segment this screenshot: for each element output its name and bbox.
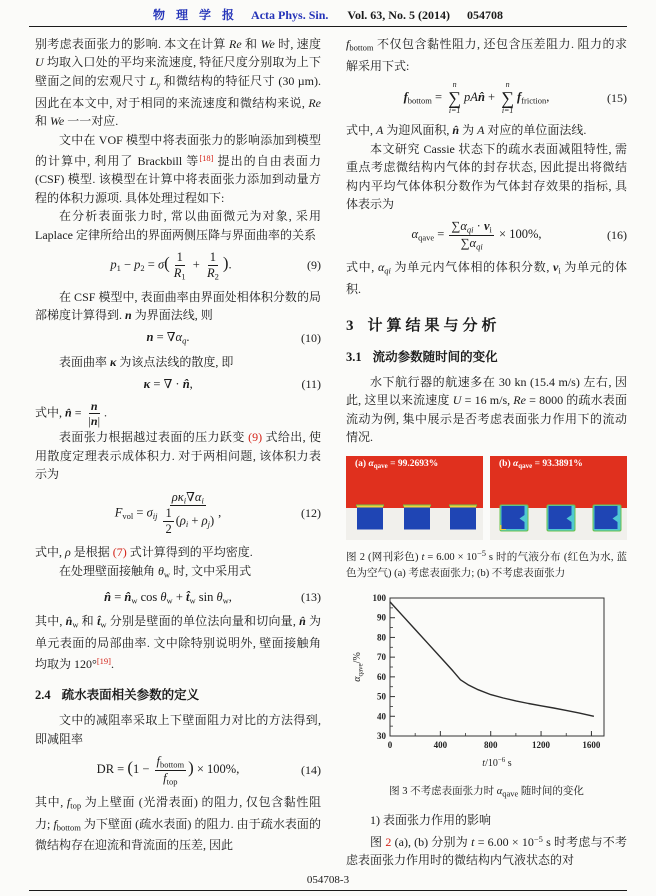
text-run: = ∇ · xyxy=(150,377,183,391)
text-run: 图 xyxy=(370,834,386,849)
footer-rule xyxy=(29,890,627,891)
equation-number: (14) xyxy=(301,762,321,777)
text-run: (b) xyxy=(499,458,513,469)
page-footer xyxy=(0,874,656,896)
text-run: 文中在 VOF 模型中将表面张力的影响添加到模型的计算中, 利用了 Brackbill 等 xyxy=(35,132,321,168)
text-run: friction xyxy=(521,95,547,106)
text-run: ( xyxy=(164,253,170,273)
text-run: = xyxy=(431,90,446,105)
text-run: = ∇ xyxy=(153,330,176,345)
equation-10 xyxy=(35,330,321,346)
figure-2-panel-a xyxy=(346,456,483,540)
text-run: 为下壁面 (疏水表面) 的阻力. 由于疏水表面的微结构存在迎流和背流面的压差, 因此 xyxy=(35,816,321,853)
text-run: = xyxy=(434,227,448,242)
equation-14 xyxy=(35,754,321,786)
text-run: 1 xyxy=(116,263,121,274)
text-run: , xyxy=(228,589,232,604)
text-run: qi xyxy=(476,241,483,252)
text-run: vol xyxy=(122,510,134,521)
svg-text:50: 50 xyxy=(377,691,386,702)
summation: n ∑ i=1 xyxy=(448,80,462,116)
svg-text:1600: 1600 xyxy=(582,739,601,750)
text-run: f xyxy=(403,90,408,105)
text-run: bottom xyxy=(160,759,185,770)
text-run: 2 xyxy=(165,522,172,537)
paragraph xyxy=(35,131,321,208)
text-run: pA xyxy=(464,90,478,105)
reference-link[interactable]: (7) xyxy=(112,545,127,560)
text-run: 时, 文中采用式 xyxy=(170,563,252,578)
text-run: , xyxy=(218,505,222,520)
text-run: | xyxy=(97,414,100,429)
subsection-title: 疏水表面相关参数的定义 xyxy=(61,688,200,703)
fraction xyxy=(159,490,216,538)
subsection-title: 流动参数随时间的变化 xyxy=(372,350,498,365)
left-column xyxy=(35,35,321,869)
text-run: We xyxy=(260,37,275,51)
text-run: = xyxy=(71,405,85,420)
text-run: 和微结构的特征尺寸 (30 µm). 因此在本文中, 对于相同的来流速度和微结构来说, xyxy=(35,73,321,110)
text-run: −5 xyxy=(476,547,486,558)
text-run: · xyxy=(473,219,484,234)
text-run: n̂ xyxy=(299,613,306,628)
text-run: p xyxy=(110,257,117,272)
equation-body xyxy=(35,754,301,786)
text-run: 水下航行器的航速多在 30 kn (15.4 m/s) 左右, 因此, 这里以来流速度 xyxy=(346,375,627,408)
text-run: f xyxy=(346,37,350,51)
text-run: i xyxy=(183,495,187,506)
text-run: ( xyxy=(175,513,180,528)
text-run: α xyxy=(460,219,467,234)
section-number: 3 xyxy=(346,318,354,335)
subsection-heading-3-1 xyxy=(346,347,627,365)
text-run: 一一对应. xyxy=(64,114,119,129)
text-run: 式中, xyxy=(35,545,66,560)
figure-2-caption xyxy=(346,545,627,582)
fraction xyxy=(172,250,188,282)
text-run: | xyxy=(88,414,91,429)
text-run: qave xyxy=(502,788,519,799)
equation-body xyxy=(346,219,607,251)
text-run: s 时考虑与不考虑表面张力作用时的微结构内气液状态的对 xyxy=(346,834,627,867)
text-run: n xyxy=(90,398,98,413)
text-run: 1 − xyxy=(132,762,153,777)
text-run: s 时的气液分布 (红色为水, 蓝色为空气) (a) 考虑表面张力; (b) 不考虑表面张力 xyxy=(346,551,627,579)
svg-text:αqave/%: $\alpha_{qave}/\%$ xyxy=(352,651,365,682)
equation-number: (12) xyxy=(301,505,321,520)
text-run: 为单元的体积. xyxy=(346,259,627,296)
equation-number: (13) xyxy=(301,590,321,605)
text-run: 为上壁面 (光滑表面) 的阻力, 仅包含黏性阻力; xyxy=(35,794,321,831)
fraction xyxy=(449,219,493,251)
text-run: ) xyxy=(209,513,215,528)
text-run: 分别是壁面的单位法向量和切向量, xyxy=(106,613,300,628)
text-run: y xyxy=(156,79,161,90)
text-run: U xyxy=(452,393,462,408)
subsection-number: 2.4 xyxy=(35,688,51,703)
text-run: Re xyxy=(308,95,321,110)
fraction xyxy=(163,506,173,537)
paragraph xyxy=(346,811,627,829)
text-run: A xyxy=(376,123,384,138)
text-run: , xyxy=(546,90,550,105)
text-run: w xyxy=(100,619,107,630)
text-run: f xyxy=(517,90,522,105)
text-run: = xyxy=(133,505,147,520)
svg-text:30: 30 xyxy=(377,730,386,741)
paragraph xyxy=(35,711,321,748)
text-run: top xyxy=(166,776,178,787)
fraction xyxy=(205,250,221,282)
figure-2-panel-b xyxy=(490,456,627,540)
journal-title-cn: 物 理 学 报 xyxy=(153,8,239,22)
equation-body xyxy=(35,330,301,346)
text-run: w xyxy=(163,569,171,580)
subsection-heading-2-4 xyxy=(35,685,321,703)
text-run: α xyxy=(513,458,519,469)
text-run: 不仅包含黏性阻力, 还包含压差阻力. 阻力的求解采用下式: xyxy=(346,37,627,73)
paragraph xyxy=(346,373,627,447)
equation-11 xyxy=(35,377,321,393)
equation-number: (9) xyxy=(307,258,321,273)
text-run: R xyxy=(206,265,215,280)
paragraph xyxy=(346,140,627,214)
panel-a-label xyxy=(355,459,438,470)
text-run: θ xyxy=(158,563,164,578)
text-run: 随时间的变化 xyxy=(518,785,584,797)
text-run: ρ xyxy=(65,545,71,560)
text-run: Re xyxy=(513,393,526,408)
paragraph xyxy=(35,353,321,371)
text-run: w xyxy=(222,595,229,606)
equation-body xyxy=(35,590,301,606)
text-run: 2 xyxy=(140,263,145,274)
text-run: F xyxy=(114,505,123,520)
svg-text:60: 60 xyxy=(377,671,386,682)
text-run: 是根据 xyxy=(70,545,113,560)
text-run: σ xyxy=(157,257,165,272)
text-run: n xyxy=(125,308,132,323)
svg-text:90: 90 xyxy=(377,612,386,623)
text-run: − xyxy=(120,257,135,272)
text-run: 对应的单位面法线. xyxy=(484,123,587,138)
text-run: θ xyxy=(160,589,167,604)
text-run: qi xyxy=(466,224,474,235)
equation-15 xyxy=(346,81,627,115)
text-run: ρ xyxy=(201,513,208,528)
text-run: + xyxy=(188,513,202,528)
text-run: 图 3 不考虑表面张力时 xyxy=(389,785,497,797)
text-run: j xyxy=(207,519,210,530)
text-run: ( xyxy=(127,758,133,778)
text-run: × 100%, xyxy=(495,227,542,242)
text-run: (a), (b) 分别为 xyxy=(391,834,472,849)
text-run: qave xyxy=(373,461,388,470)
fraction xyxy=(86,399,102,429)
text-run: 为该点法线的散度, 即 xyxy=(116,354,234,369)
equation-number: (16) xyxy=(607,228,627,243)
page-header xyxy=(0,0,656,23)
equation-body xyxy=(346,81,607,115)
text-run: = 16 m/s, xyxy=(461,393,514,408)
paragraph xyxy=(35,35,321,131)
text-run: n̂ xyxy=(477,90,485,105)
text-run: t̂ xyxy=(186,589,190,604)
text-run: f xyxy=(66,794,71,809)
text-run: n xyxy=(146,330,154,345)
paragraph xyxy=(35,399,321,429)
equation-body xyxy=(35,490,301,538)
text-run: t xyxy=(421,551,425,563)
text-run: w xyxy=(166,595,173,606)
text-run: q xyxy=(182,335,187,346)
right-column xyxy=(346,35,627,869)
svg-text:400: 400 xyxy=(433,739,448,750)
text-run: × 100%, xyxy=(193,762,240,777)
text-run: A xyxy=(477,123,485,138)
equation-number: (10) xyxy=(301,331,321,346)
text-run: 式中, xyxy=(346,259,378,274)
text-run: n xyxy=(90,414,98,429)
text-run: f xyxy=(156,754,161,769)
text-run: R xyxy=(173,265,182,280)
equation-16 xyxy=(346,219,627,251)
text-run: p xyxy=(134,257,141,272)
text-run: . xyxy=(110,657,114,672)
text-run: cos xyxy=(137,589,161,604)
text-run: i xyxy=(201,495,204,506)
text-run: κ xyxy=(110,354,117,369)
text-run: 1 xyxy=(209,249,217,264)
text-run: 表面张力根据越过表面的压力跃变 xyxy=(59,430,249,445)
text-run: L xyxy=(149,73,157,88)
text-run: + xyxy=(189,257,203,272)
article-number: 054708 xyxy=(466,8,503,22)
text-run: 1) 表面张力作用的影响 xyxy=(370,813,491,828)
text-run: t̂ xyxy=(97,613,101,628)
text-run: 本文研究 Cassie 状态下的疏水表面减阻特性, 需重点考虑微结构内气体的封存状态, 因此提出将微结构内平均气体体积分数作为气体封存效果的指标, 具体表示为 xyxy=(346,141,627,211)
text-run: 1 xyxy=(181,271,186,282)
text-run: qave xyxy=(518,461,533,470)
text-run: 其中, xyxy=(35,794,67,809)
text-run: 为单元表面的局部曲率. 文中除特别说明外, 壁面接触角均取为 120° xyxy=(35,613,321,672)
section-heading-3 xyxy=(346,314,627,335)
text-run: DR = xyxy=(96,762,128,777)
text-run: (a) xyxy=(355,458,369,469)
text-run: 和 xyxy=(35,114,51,129)
text-run: α xyxy=(194,489,202,504)
text-run: bottom xyxy=(56,822,81,833)
text-run: 式中, xyxy=(35,405,66,420)
fraction xyxy=(155,754,187,786)
text-run: n̂ xyxy=(104,589,112,604)
equation-12 xyxy=(35,490,321,538)
text-run: We xyxy=(50,114,65,129)
equation-body xyxy=(35,250,307,282)
text-run: ij xyxy=(152,510,158,521)
text-run: i xyxy=(489,224,492,235)
text-run: top xyxy=(70,800,82,811)
text-run: 1 xyxy=(176,249,183,264)
text-run: −5 xyxy=(533,833,543,844)
text-run: , xyxy=(189,377,193,391)
text-run: 在处理壁面接触角 xyxy=(59,563,159,578)
svg-text:0: 0 xyxy=(387,739,393,750)
text-run: α xyxy=(377,259,385,274)
figure-3-caption xyxy=(346,784,627,802)
text-run: σ xyxy=(146,505,153,520)
text-run: w xyxy=(189,595,196,606)
equation-number: (11) xyxy=(301,377,321,392)
text-run: . xyxy=(103,405,107,420)
summation: n ∑ i=1 xyxy=(501,80,515,116)
text-run: ∑ xyxy=(460,236,470,251)
text-run: i xyxy=(185,519,189,530)
text-run: U xyxy=(35,55,44,70)
text-run: n̂ xyxy=(182,377,190,391)
text-run: n̂ xyxy=(452,123,460,138)
paragraph xyxy=(346,830,627,870)
text-run: α xyxy=(496,785,503,797)
text-run: 为界面法线, 则 xyxy=(131,308,213,323)
reference-link[interactable]: [19] xyxy=(96,656,111,667)
text-run: θ xyxy=(216,589,223,604)
text-run: w xyxy=(131,595,138,606)
paragraph xyxy=(35,428,321,483)
text-run: v xyxy=(553,259,559,274)
panel-b-label xyxy=(499,459,583,470)
text-run: bottom xyxy=(349,42,374,53)
section-title: 计算结果与分析 xyxy=(367,318,501,335)
text-run: 2 xyxy=(214,271,219,282)
text-run: 和 xyxy=(241,37,261,51)
text-run: α xyxy=(175,330,183,345)
text-run: n̂ xyxy=(65,405,72,420)
text-run: ρκ xyxy=(171,489,184,504)
alpha-qave-time-chart xyxy=(348,590,627,780)
text-run: sin xyxy=(195,589,217,604)
svg-text:40: 40 xyxy=(377,710,386,721)
text-run: v xyxy=(483,219,490,234)
text-run: ∑ xyxy=(451,219,461,234)
text-run: 式给出, 使用散度定理表示成体积力. 对于两相问题, 该体积力表示为 xyxy=(35,430,321,482)
text-run: κ xyxy=(143,377,151,391)
reference-link[interactable]: [18] xyxy=(199,152,214,163)
text-run: + xyxy=(172,589,186,604)
text-run: = 6.00 × 10 xyxy=(424,551,477,563)
text-run: 时, 速度 xyxy=(274,37,321,51)
text-run: = 6.00 × 10 xyxy=(474,834,534,849)
text-run: + xyxy=(484,90,499,105)
equation-number: (15) xyxy=(607,90,627,105)
figure-2 xyxy=(346,456,627,540)
reference-link[interactable]: (9) xyxy=(248,430,263,445)
text-run: 和 xyxy=(78,613,98,628)
text-run: 1 xyxy=(165,506,172,521)
page-number: 054708-3 xyxy=(306,874,350,886)
paragraph xyxy=(346,258,627,298)
text-run: n̂ xyxy=(124,589,132,604)
paragraph xyxy=(35,562,321,584)
text-run: 其中, xyxy=(35,613,66,628)
text-run: = 8000 的疏水表面流动为例, 集中展示是否考虑表面张力作用下的流动情况. xyxy=(346,393,627,445)
paragraph xyxy=(346,35,627,75)
text-run: w xyxy=(72,619,79,630)
svg-text:100: 100 xyxy=(372,592,386,603)
text-run: qi xyxy=(384,265,391,276)
line-chart-svg xyxy=(348,590,620,776)
text-run: i xyxy=(558,265,561,276)
text-run: 为单元内气体相的体积分数, xyxy=(390,259,553,274)
paragraph xyxy=(346,121,627,139)
equation-9 xyxy=(35,250,321,282)
text-run: qave xyxy=(418,232,435,243)
text-run: ∇ xyxy=(186,489,195,504)
text-run: 均取入口处的平均来流速度, 特征尺度分别取为上下壁面之间的宏观尺寸 xyxy=(35,55,321,88)
text-run: t xyxy=(471,834,475,849)
paragraph xyxy=(35,543,321,561)
svg-text:1200: 1200 xyxy=(532,739,551,750)
text-run: 在分析表面张力时, 常以曲面微元为对象, 采用 Laplace 定律所给出的界面两侧压降与界面曲率的关系 xyxy=(35,209,321,242)
text-run: = xyxy=(111,589,125,604)
text-run: = xyxy=(144,257,158,272)
svg-text:t/10−6 s: $t/10^{-6}$ s xyxy=(482,755,512,769)
text-run: 在 CSF 模型中, 表面曲率由界面处相体积分数的局部梯度计算得到. xyxy=(35,289,321,323)
text-run: 式计算得到的平均密度. xyxy=(126,545,253,560)
paragraph xyxy=(35,288,321,325)
paragraph xyxy=(35,793,321,855)
text-run: α xyxy=(469,236,477,251)
text-run: 别考虑表面张力的影响. 本文在计算 xyxy=(35,37,230,51)
svg-text:80: 80 xyxy=(377,632,386,643)
text-run: 提出的自由表面力 (CSF) 模型. 该模型在计算中将表面张力添加到动量方程的体积力源项. 具体处理过程如下: xyxy=(35,153,321,205)
journal-title-en: Acta Phys. Sin. xyxy=(251,8,329,22)
text-run: 为迎风面积, xyxy=(383,123,453,138)
text-run: f xyxy=(163,770,167,785)
text-run: 式中, xyxy=(346,123,377,138)
text-run: α xyxy=(411,227,419,242)
volume-info: Vol. 63, No. 5 (2014) xyxy=(347,8,450,22)
paragraph xyxy=(35,612,321,674)
text-run: 图 2 (网刊彩色) xyxy=(346,551,422,563)
text-run: Re xyxy=(229,37,242,51)
svg-text:70: 70 xyxy=(377,651,386,662)
text-run: n̂ xyxy=(65,613,73,628)
equation-body xyxy=(35,377,301,393)
two-column-body xyxy=(0,27,656,869)
text-run: 表面曲率 xyxy=(59,354,111,369)
text-run: ) xyxy=(188,758,194,778)
svg-text:800: 800 xyxy=(483,739,498,750)
text-run: . xyxy=(186,330,190,345)
text-run: ) xyxy=(222,253,229,273)
paragraph xyxy=(35,207,321,244)
reference-link[interactable]: 2 xyxy=(385,834,392,849)
text-run: ρ xyxy=(179,513,186,528)
text-run: 为 xyxy=(459,123,478,138)
subsection-number: 3.1 xyxy=(346,350,362,365)
text-run: bottom xyxy=(407,95,432,106)
text-run: . xyxy=(228,257,232,272)
text-run: = 99.2693% xyxy=(387,458,439,469)
text-run: α xyxy=(368,458,374,469)
text-run: = 93.3891% xyxy=(532,458,583,469)
text-run: f xyxy=(53,816,57,831)
text-run: 文中的减阻率采取上下壁面阻力对比的方法得到, 即减阻率 xyxy=(35,713,321,746)
equation-13 xyxy=(35,590,321,606)
